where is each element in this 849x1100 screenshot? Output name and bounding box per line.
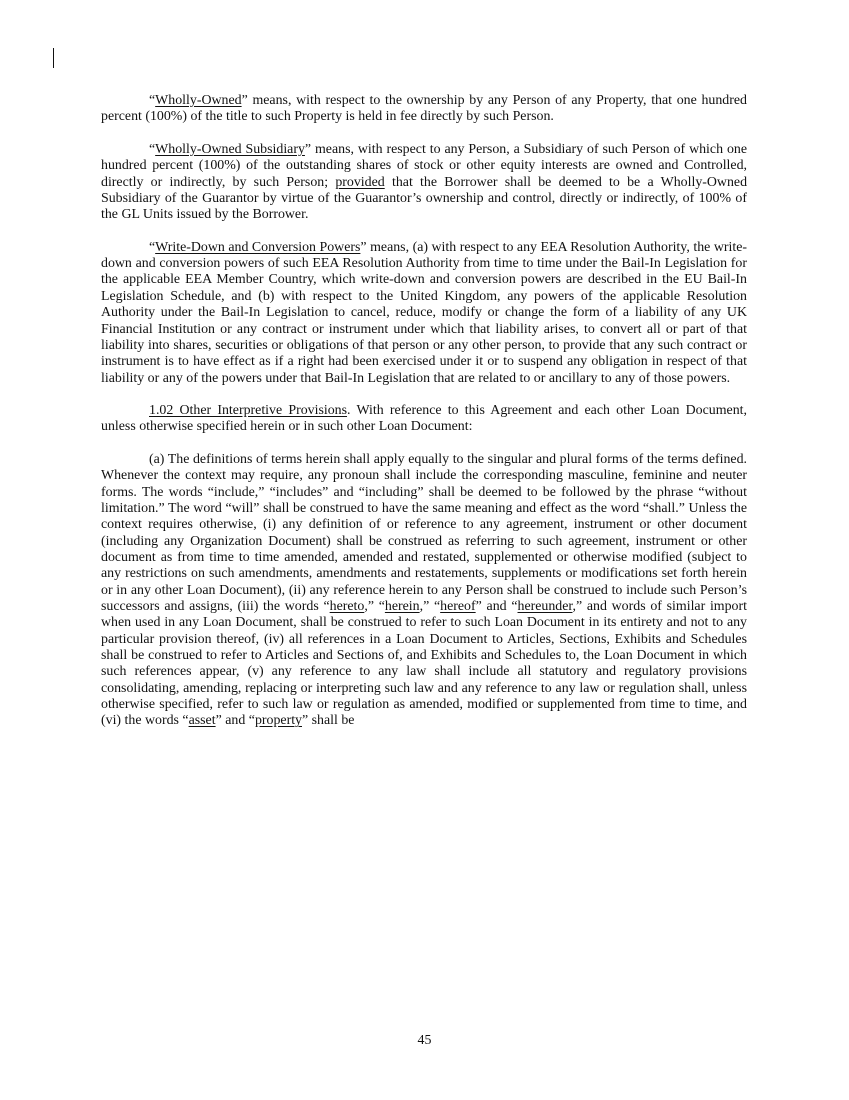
text-run: “: [149, 93, 156, 108]
document-body: [101, 93, 747, 730]
text-run: ” means, (a) with respect to any EEA Resolution Authority, the write-down and conversion powers of such EEA Resolution Authority from time to time under the Bail-In Legislation for the applicable EEA Member Country, which write-down and conversion powers are described in the EU Bail-In Legislation Schedule, and (b) with respect to the United Kingdom, any powers of the applicable Resolution Authority under the Bail-In Legislation to cancel, reduce, modify or change the form of a liability of any UK Financial Institution or any contract or instrument under which that liability arises, to convert all or part of that liability into shares, securities or obligations of that person or any other person, to provide that any such contract or instrument is to have effect as if a right had been exercised under it or to suspend any obligation in respect of that liability or any of the powers under that Bail-In Legislation that are related to or ancillary to any of those powers.: [101, 239, 747, 386]
defined-term: Write-Down and Conversion Powers: [155, 239, 361, 255]
defined-term: provided: [335, 174, 385, 190]
defined-term: hereunder: [517, 599, 573, 615]
text-run: . With reference to this Agreement and each other Loan Document, unless otherwise specified herein or in such other Loan Document:: [101, 403, 747, 435]
paragraph-wholly-owned: [101, 93, 747, 126]
text-run: “: [149, 141, 156, 157]
text-run: (a) The definitions of terms herein shall apply equally to the singular and plural forms of the terms defined. Whenever the context may require, any pronoun shall include the corresponding masculine, feminine and neuter forms. The words “include,” “includes” and “including” shall be deemed to be followed by the phrase “without limitation.” The word “will” shall be construed to have the same meaning and effect as the word “shall.” Unless the context requires otherwise, (i) any definition of or reference to any agreement, instrument or other document (including any Organization Document) shall be construed as referring to such agreement, instrument or other document as from time to time amended, amended and restated, supplemented or otherwise modified (subject to any restrictions on such amendments, amendments and restatements, supplements or modifications set forth herein or in any other Loan Document), (ii) any reference herein to any Person shall be construed to include such Person’s successors and assigns, (iii) the words “: [101, 451, 747, 615]
text-run: ,” and words of similar import when used in any Loan Document, shall be construed to refer to such Loan Document in its entirety and not to any particular provision thereof, (iv) all references in a Loan Document to Articles, Sections, Exhibits and Schedules shall be construed to refer to Articles and Sections of, and Exhibits and Schedules to, the Loan Document in which such references appear, (v) any reference to any law shall include all statutory and regulatory provisions consolidating, amending, replacing or interpreting such law and any reference to any law or regulation shall, unless otherwise specified, refer to such law or regulation as amended, modified or supplemented from time to time, and (vi) the words “: [101, 599, 747, 729]
text-run: “: [149, 239, 156, 255]
text-run: ” shall be: [302, 713, 355, 729]
paragraph-write-down-and-conversion-powers: [101, 240, 747, 387]
text-cursor-mark: [53, 48, 54, 68]
defined-term: asset: [188, 713, 216, 729]
defined-term: 1.02 Other Interpretive Provisions: [149, 403, 348, 419]
text-run: ” and “: [475, 599, 518, 615]
paragraph-section-1-02: [101, 403, 747, 436]
defined-term: hereof: [440, 599, 476, 615]
text-run: ” and “: [215, 713, 255, 729]
text-run: ,” “: [419, 599, 441, 615]
defined-term: hereto: [329, 599, 365, 615]
defined-term: Wholly-Owned: [155, 93, 242, 108]
paragraph-wholly-owned-subsidiary: [101, 142, 747, 224]
paragraph-clause-a: [101, 452, 747, 730]
text-run: ” means, with respect to the ownership by any Person of any Property, that one hundred percent (100%) of the title to such Property is held in fee directly by such Person.: [101, 93, 747, 125]
text-run: that the Borrower shall be deemed to be a Wholly-Owned Subsidiary of the Guarantor by virtue of the Guarantor’s ownership and control, directly or indirectly, of 100% of the GL Units issued by the Borrower.: [101, 174, 748, 223]
page-number: 45: [417, 1033, 432, 1048]
defined-term: property: [254, 713, 302, 729]
text-run: ” means, with respect to any Person, a Subsidiary of such Person of which one hundred percent (100%) of the outstanding shares of stock or other equity interests are owned and Controlled, directly or indirectly, by such Person;: [101, 141, 747, 190]
text-run: ,” “: [364, 599, 385, 615]
defined-term: Wholly-Owned Subsidiary: [155, 141, 305, 157]
defined-term: herein: [384, 599, 420, 615]
